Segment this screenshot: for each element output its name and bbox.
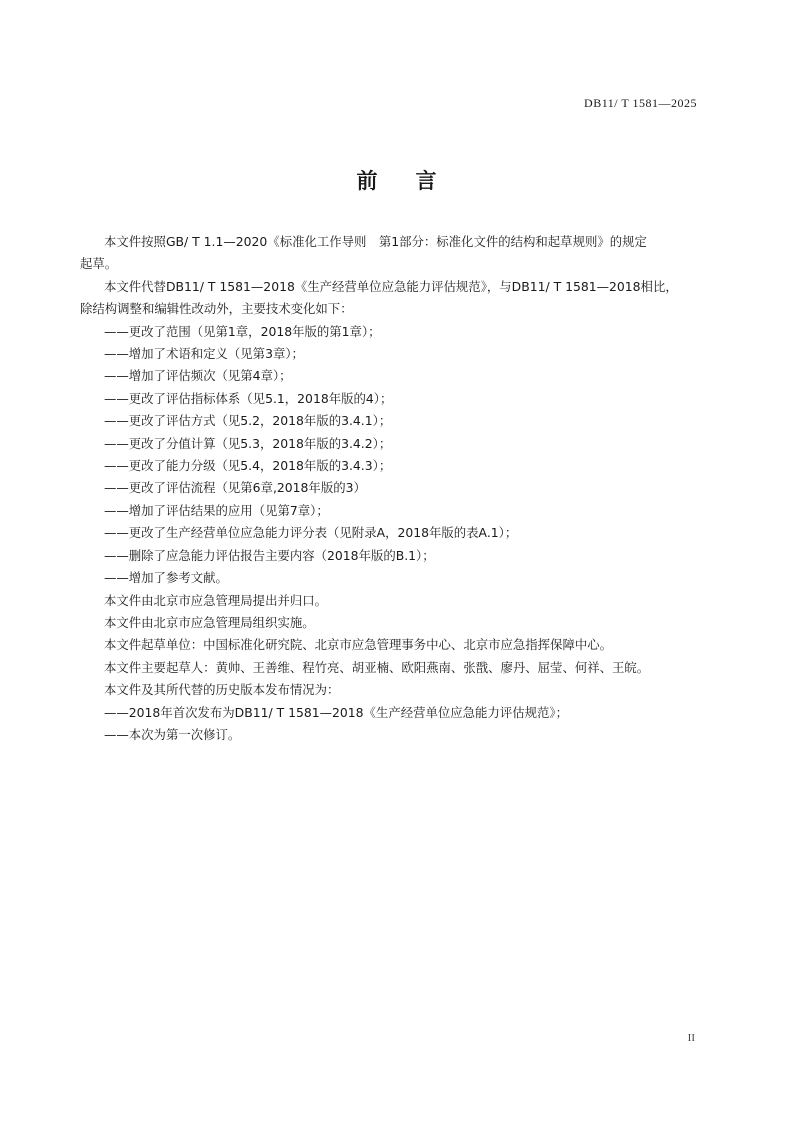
paragraph-line: 除结构调整和编辑性改动外，主要技术变化如下： (80, 301, 353, 317)
history-item: ——2018年首次发布为DB11/ T 1581—2018《生产经营单位应急能力评估规范》； (104, 704, 568, 720)
organized-by: 本文件由北京市应急管理局组织实施。 (104, 614, 315, 630)
change-item: ——增加了参考文献。 (104, 570, 228, 586)
change-item: ——增加了评估结果的应用（见第7章）； (104, 502, 329, 518)
change-item: ——删除了应急能力评估报告主要内容（2018年版的B.1）； (104, 547, 435, 563)
paragraph-line: 起草。 (80, 256, 118, 272)
page-number: II (687, 1032, 695, 1044)
paragraph-line: 本文件按照GB/ T 1.1—2020《标准化工作导则 第1部分：标准化文件的结构和起草规则》的规定 (104, 234, 647, 249)
history-intro: 本文件及其所代替的历史版本发布情况为： (104, 682, 340, 698)
change-item: ——更改了评估流程（见第6章,2018年版的3） (104, 480, 366, 496)
change-list (80, 321, 700, 590)
history-item: ——本次为第一次修订。 (104, 726, 241, 742)
drafters: 本文件主要起草人：黄帅、王善维、程竹亮、胡亚楠、欧阳燕南、张戬、廖丹、屈莹、何祥、王皖。 (104, 659, 650, 675)
change-item: ——更改了评估方式（见5.2，2018年版的3.4.1）； (104, 413, 392, 429)
document-code: DB11/ T 1581—2025 (584, 96, 697, 110)
change-item: ——更改了生产经营单位应急能力评分表（见附录A，2018年版的表A.1）； (104, 525, 518, 541)
paragraph-line: 本文件代替DB11/ T 1581—2018《生产经营单位应急能力评估规范》，与DB11/ T 1581—2018相比， (104, 278, 678, 294)
change-item: ——更改了能力分级（见5.4，2018年版的3.4.3）； (104, 458, 392, 474)
proposed-by: 本文件由北京市应急管理局提出并归口。 (104, 592, 328, 608)
change-item: ——更改了评估指标体系（见5.1，2018年版的4）； (104, 390, 393, 406)
history-list (80, 702, 700, 747)
change-item: ——增加了术语和定义（见第3章）； (104, 346, 304, 362)
change-item: ——更改了范围（见第1章，2018年版的第1章）； (104, 323, 381, 339)
page-title: 前言 (356, 169, 475, 193)
change-item: ——增加了评估频次（见第4章）； (104, 368, 292, 384)
change-item: ——更改了分值计算（见5.3，2018年版的3.4.2）； (104, 435, 392, 451)
foreword-body (80, 231, 700, 746)
drafting-units: 本文件起草单位：中国标准化研究院、北京市应急管理事务中心、北京市应急指挥保障中心。 (104, 637, 613, 653)
